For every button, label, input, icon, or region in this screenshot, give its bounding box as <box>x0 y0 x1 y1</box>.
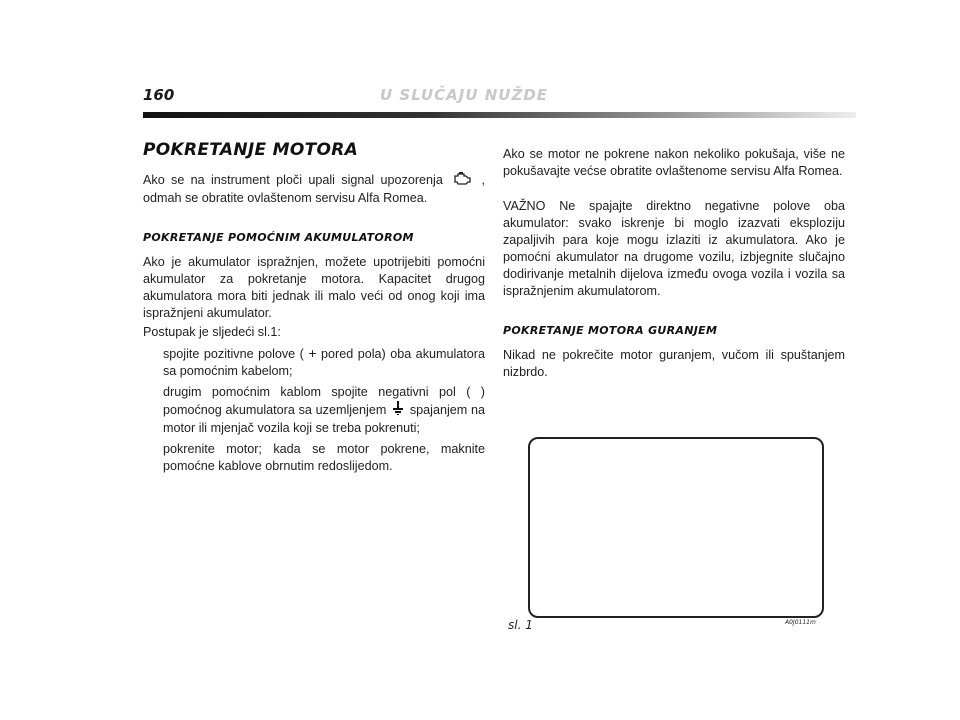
right-column <box>503 146 845 381</box>
step-2 <box>143 384 485 437</box>
step-2-text-b: spajanjem na motor ili mjenjač vozila koji se treba pokrenuti; <box>163 402 485 435</box>
figure-code: A0J0111m <box>785 619 816 626</box>
step-1 <box>143 345 485 380</box>
step-1-text-b: pored pola) oba akumulatora sa pomoćnim kabelom; <box>163 347 485 378</box>
running-head: U SLUČAJU NUŽDE <box>380 86 549 104</box>
intro-paragraph <box>143 171 485 207</box>
plus-sign: + <box>308 345 317 361</box>
header-rule <box>143 112 856 118</box>
section-title-jump-start: POKRETANJE POMOĆNIM AKUMULATOROM <box>143 231 414 244</box>
procedure-intro: Postupak je sljedeći sl.1: <box>143 325 281 339</box>
retry-paragraph: Ako se motor ne pokrene nakon nekoliko pokušaja, više ne pokušavajte većse obratite ovlaštenome servisu Alfa Romea. <box>503 147 845 178</box>
page-number: 160 <box>143 86 175 104</box>
step-2-text-a: drugim pomoćnim kablom spojite negativni pol ( ) pomoćnog akumulatora sa uzemljenjem <box>163 385 485 417</box>
step-3: pokrenite motor; kada se motor pokrene, maknite pomoćne kablove obrnutim redoslijedom. <box>163 442 485 473</box>
section-title-engine-start: POKRETANJE MOTORA <box>143 140 359 160</box>
left-column <box>143 142 485 475</box>
figure-frame <box>528 437 824 618</box>
ground-icon <box>393 401 403 420</box>
section-title-push-start: POKRETANJE MOTORA GURANJEM <box>503 324 718 337</box>
step-1-text-a: spojite pozitivne polove ( <box>163 347 304 361</box>
intro-text-b: , odmah se obratite ovlaštenom servisu Alfa Romea. <box>143 172 486 205</box>
jump-start-paragraph: Ako je akumulator ispražnjen, možete upotrijebiti pomoćni akumulator za pokretanje motora. Kapacitet drugog akumulatora mora biti jednak ili malo veći od onog koji ima ispražnjeni akumulator. <box>143 255 485 320</box>
push-start-paragraph: Nikad ne pokrečite motor guranjem, vučom ili spuštanjem nizbrdo. <box>503 348 845 379</box>
engine-warning-icon <box>452 171 472 190</box>
figure-caption: sl. 1 <box>508 618 533 632</box>
intro-text-a: Ako se na instrument ploči upali signal upozorenja <box>143 172 443 187</box>
important-paragraph: VAŽNO Ne spajajte direktno negativne polove oba akumulator: svako iskrenje bi moglo izazvati eksploziju zapaljivih para koje mogu izlaziti iz akumulatora. Ako je pomoćni akumulator na drugome vozilu, izbjegnite slučajno dodirivanje metalnih dijelova između ovoga vozila i vozila sa ispražnjenim akumulatorom. <box>503 199 845 298</box>
